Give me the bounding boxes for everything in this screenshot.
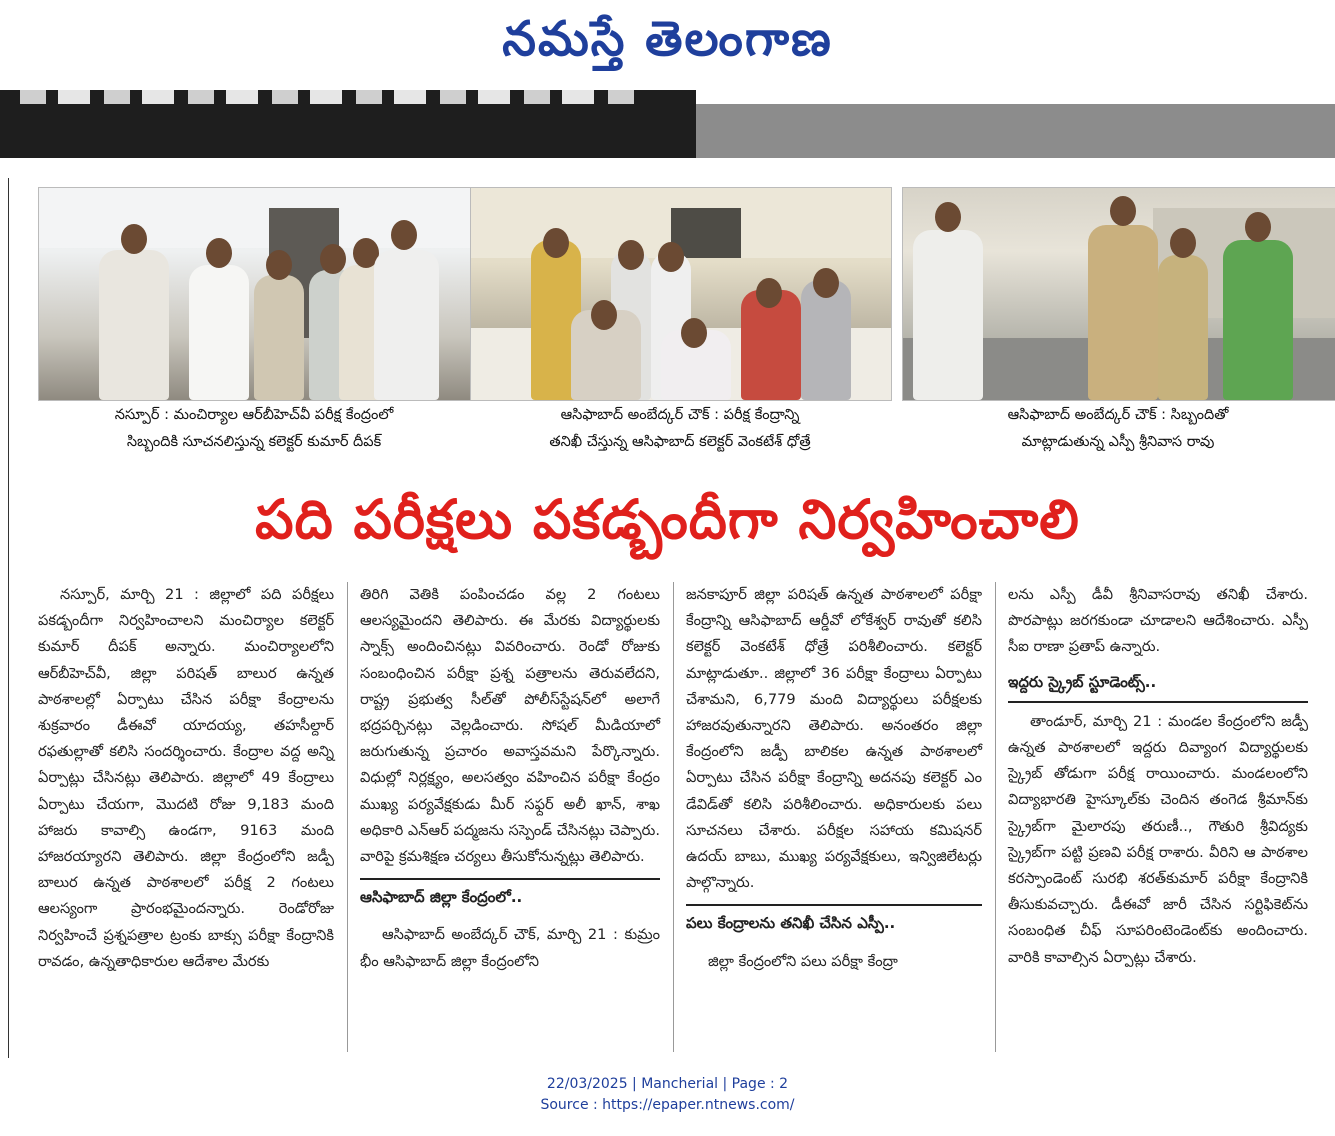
caption-line: నస్పూర్ : మంచిర్యాల ఆర్‌బీహెచ్‌వీ పరీక్ష కేంద్రంలో [114,407,394,423]
subheading: ఆసిఫాబాద్ జిల్లా కేంద్రంలో.. [360,878,660,916]
page-margin-rule [8,178,9,1058]
article-paragraph: లను ఎస్పీ డీవీ శ్రీనివాసరావు తనిఖీ చేశారు. పొరపాట్లు జరగకుండా చూడాలని ఆదేశించారు. ఎస్పీ సీఐ రాణా ప్రతాప్ ఉన్నారు. [1008,586,1308,656]
column-divider [995,582,996,1052]
photo-collector-nasspur [38,187,472,401]
photo-caption-1 [38,402,470,456]
masthead [0,0,1335,82]
subheading: పలు కేంద్రాలను తనిఖీ చేసిన ఎస్పీ.. [686,904,982,942]
column-divider [347,582,348,1052]
section-banner [0,90,696,158]
page-footer [0,1074,1335,1116]
caption-line: ఆసిఫాబాద్ అంబేద్కర్ చౌక్ : పరీక్ష కేంద్రాన్ని [560,407,800,423]
source-link[interactable]: Source : https://epaper.ntnews.com/ [540,1097,795,1113]
article-paragraph: జనకాపూర్ జిల్లా పరిషత్ ఉన్నత పాఠశాలలో పరీక్షా కేంద్రాన్ని ఆసిఫాబాద్ ఆర్డీవో లోకేశ్వర్ రావుతో కలిసి కలెక్టర్ వెంకటేశ్ ధోత్రే పరిశీలించారు. కలెక్టర్ మాట్లాడుతూ.. జిల్లాలో 36 పరీక్షా కేంద్రాలు ఏర్పాటు చేశామని, 6,779 మంది విద్యార్థులు పరీక్షలకు హాజరవుతున్నారని తెలిపారు. అనంతరం జిల్లా కేంద్రంలోని జడ్పీ బాలికల ఉన్నత పాఠశాలలో ఏర్పాటు చేసిన పరీక్షా కేంద్రాన్ని అదనపు కలెక్టర్ ఎం డేవిడ్‌తో కలిసి పరిశీలించారు. అధికారులకు పలు సూచనలు చేశారు. పరీక్షల సహాయ కమిషనర్ ఉదయ్ బాబు, ముఖ్య పర్యవేక్షకులు, ఇన్విజిలేటర్లు పాల్గొన్నారు. [686,586,982,892]
article-paragraph: తాండూర్, మార్చి 21 : మండల కేంద్రంలోని జడ్పీ ఉన్నత పాఠశాలలో ఇద్దరు దివ్యాంగ విద్యార్థులకు స్క్రైబ్ తోడుగా పరీక్ష రాయించారు. మండలంలోని విద్యాభారతి హైస్కూల్‌కు చెందిన తంగెడ శ్రీమాన్‌కు స్క్రైబ్‌గా మైలారపు తరుణీ.., గౌతురి శ్రీవిద్యకు స్క్రైబ్‌గా పట్టి ప్రణవి పరీక్ష రాశారు. వీరిని ఆ పాఠశాల కరస్పాండెంట్ సురభి శరత్‌కుమార్ పరీక్షా కేంద్రానికి తీసుకువచ్చారు. డీఈవో జారీ చేసిన సర్టిఫికెట్‌ను సంబంధిత చీఫ్ సూపరింటెండెంట్‌కు అందించారు. వారికి కావాల్సిన ఏర్పాట్లు చేశారు. [1008,712,1308,966]
article-paragraph: జిల్లా కేంద్రంలోని పలు పరీక్షా కేంద్రా [708,952,898,970]
caption-line: తనిఖీ చేస్తున్న ఆసిఫాబాద్ కలెక్టర్ వెంకటేశ్ ధోత్రే [549,434,811,450]
photo-caption-2 [470,402,890,456]
photo-sp-asifabad [902,187,1335,401]
edition-info: 22/03/2025 | Mancherial | Page : 2 [546,1076,789,1092]
article-column-4 [1008,582,1308,971]
subheading: ఇద్దరు స్క్రైబ్ స్టూడెంట్స్.. [1008,669,1308,703]
photo-exam-hall-asifabad [470,187,892,401]
newspaper-logo: నమస్తే తెలంగాణ [502,11,833,67]
article-paragraph: తిరిగి వెతికి పంపించడం వల్ల 2 గంటలు ఆలస్యమైందని తెలిపారు. ఈ మేరకు విద్యార్థులకు స్నాక్స్ అందించినట్లు వివరించారు. రెండో రోజుకు సంబంధించిన పరీక్షా ప్రశ్న పత్రాలను తెరువలేదని, రాష్ట్ర ప్రభుత్వ సీల్‌తో పోలీస్‌స్టేషన్‌లో అలాగే భద్రపర్చినట్లు వెల్లడించారు. సోషల్ మీడియాలో జరుగుతున్న ప్రచారం అవాస్తవమని పేర్కొన్నారు. విధుల్లో నిర్లక్ష్యం, అలసత్వం వహించిన పరీక్షా కేంద్రం ముఖ్య పర్యవేక్షకుడు మీర్ సఫ్దర్ అలీ ఖాన్, శాఖ అధికారి ఎన్ఆర్ పద్మజను సస్పెండ్ చేసినట్లు చెప్పారు. వారిపై క్రమశిక్షణ చర్యలు తీసుకోనున్నట్లు తెలిపారు. [360,586,660,866]
caption-line: సిబ్బందికి సూచనలిస్తున్న కలెక్టర్ కుమార్ దీపక్ [126,434,382,450]
caption-line: మాట్లాడుతున్న ఎస్పీ శ్రీనివాస రావు [1021,434,1215,450]
article-column-2 [360,582,660,975]
column-divider [673,582,674,1052]
article-paragraph: నస్పూర్, మార్చి 21 : జిల్లాలో పది పరీక్షలు పకడ్బందీగా నిర్వహించాలని మంచిర్యాల కలెక్టర్ కుమార్ దీపక్ అన్నారు. మంచిర్యాలలోని ఆర్‌బీహెచ్‌వీ, జిల్లా పరిషత్ బాలుర ఉన్నత పాఠశాలల్లో ఏర్పాటు చేసిన పరీక్షా కేంద్రాలను శుక్రవారం డీఈవో యాదయ్య, తహసీల్దార్ రఫతుల్లాతో కలిసి సందర్శించారు. కేంద్రాల వద్ద అన్ని ఏర్పాట్లు చేసినట్లు తెలిపారు. జిల్లాలో 49 కేంద్రాలు ఏర్పాటు చేయగా, మొదటి రోజు 9,183 మంది హాజరు కావాల్సి ఉండగా, 9163 మంది హాజరయ్యారని తెలిపారు. జిల్లా కేంద్రంలోని జడ్పీ బాలుర ఉన్నత పాఠశాలలో పరీక్ష 2 గంటలు ఆలస్యంగా ప్రారంభమైందన్నారు. రెండోరోజు నిర్వహించే ప్రశ్నపత్రాల ట్రంకు బాక్సు పరీక్షా కేంద్రానికి రావడం, ఉన్నతాధికారుల ఆదేశాల మేరకు [38,586,334,970]
article-paragraph: ఆసిఫాబాద్ అంబేద్కర్ చౌక్, మార్చి 21 : కుమ్రం భీం ఆసిఫాబాద్ జిల్లా కేంద్రంలోని [360,926,660,970]
article-column-3 [686,582,982,975]
caption-line: ఆసిఫాబాద్ అంబేద్కర్ చౌక్ : సిబ్బందితో [1007,407,1229,423]
photo-caption-3 [902,402,1334,456]
article-headline: పది పరీక్షలు పకడ్బందీగా నిర్వహించాలి [255,488,1080,551]
article-column-1 [38,582,334,975]
section-banner-grey [696,104,1335,158]
